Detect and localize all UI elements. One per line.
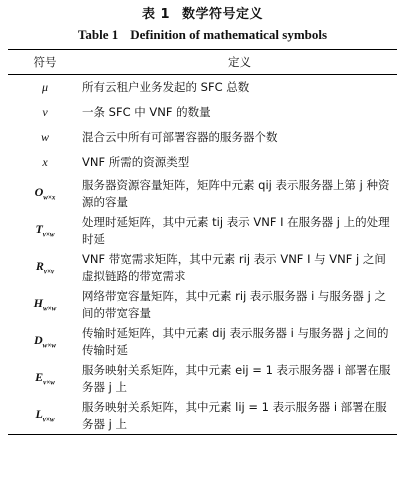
definition-cell: 服务器资源容量矩阵，矩阵中元素 qij 表示服务器上第 j 种资源的容量 (82, 177, 390, 209)
table-row (8, 75, 397, 101)
table-row (8, 360, 397, 397)
table-row (8, 125, 397, 150)
symbol-cell (8, 125, 82, 150)
definition-cell: VNF 带宽需求矩阵，其中元素 rij 表示 VNF I 与 VNF j 之间虚拟链路的带宽需求 (82, 251, 386, 283)
definition-cell: 服务映射关系矩阵，其中元素 eij = 1 表示服务器 i 部署在服务器 j 上 (82, 362, 391, 394)
symbol-cell (8, 249, 82, 286)
definition-cell: 处理时延矩阵，其中元素 tij 表示 VNF I 在服务器 j 上的处理时延 (82, 214, 390, 246)
symbol-letter: x (42, 155, 48, 169)
symbol-cell (8, 150, 82, 175)
header-symbol: 符号 (33, 55, 57, 69)
definition-cell: 传输时延矩阵，其中元素 dij 表示服务器 i 与服务器 j 之间的传输时延 (82, 325, 389, 357)
table-row (8, 150, 397, 175)
symbol-letter: E (35, 370, 44, 385)
table-title-en: Definition of mathematical symbols (130, 27, 328, 42)
symbol-letter: μ (41, 80, 49, 94)
symbol-subscript: v×w (42, 415, 55, 424)
table-body (8, 75, 397, 435)
table-caption-en (8, 26, 397, 44)
symbol-subscript: v×w (42, 230, 55, 239)
table-header-row (8, 50, 397, 75)
symbol-cell (8, 360, 82, 397)
definition-cell: 网络带宽容量矩阵，其中元素 rij 表示服务器 i 与服务器 j 之间的带宽容量 (82, 288, 386, 320)
symbol-letter: H (33, 296, 43, 311)
table-row (8, 249, 397, 286)
symbol-letter: D (34, 333, 43, 348)
symbol-subscript: w×x (43, 193, 56, 202)
table-row (8, 286, 397, 323)
symbol-cell (8, 397, 82, 435)
symbol-cell (8, 212, 82, 249)
header-definition: 定义 (228, 55, 251, 69)
symbol-letter: R (35, 259, 44, 274)
definition-cell: VNF 所需的资源类型 (82, 155, 190, 169)
definition-cell: 所有云租户业务发起的 SFC 总数 (82, 80, 250, 94)
symbol-letter: T (35, 222, 43, 237)
symbol-subscript: w×w (43, 304, 57, 313)
symbol-definition-table (8, 49, 397, 435)
table-row (8, 323, 397, 360)
table-title-cn: 数学符号定义 (182, 7, 264, 22)
table-row (8, 100, 397, 125)
symbol-cell (8, 323, 82, 360)
symbol-subscript: w×w (42, 341, 56, 350)
symbol-cell (8, 100, 82, 125)
symbol-cell (8, 75, 82, 101)
symbol-letter: O (34, 185, 44, 200)
table-row (8, 397, 397, 435)
symbol-letter: v (42, 105, 48, 119)
symbol-cell (8, 175, 82, 212)
table-number-cn: 表 1 (141, 7, 171, 22)
symbol-subscript: v×v (43, 267, 55, 276)
symbol-letter: L (35, 407, 43, 422)
table-caption-cn (8, 6, 397, 24)
table-row (8, 175, 397, 212)
table-number-en: Table 1 (77, 27, 119, 42)
symbol-cell (8, 286, 82, 323)
definition-cell: 混合云中所有可部署容器的服务器个数 (82, 130, 278, 144)
definition-cell: 一条 SFC 中 VNF 的数量 (82, 105, 211, 119)
symbol-letter: w (40, 130, 49, 144)
symbol-subscript: v×w (43, 378, 55, 387)
definition-cell: 服务映射关系矩阵，其中元素 lij = 1 表示服务器 i 部署在服务器 j 上 (82, 399, 387, 431)
table-row (8, 212, 397, 249)
